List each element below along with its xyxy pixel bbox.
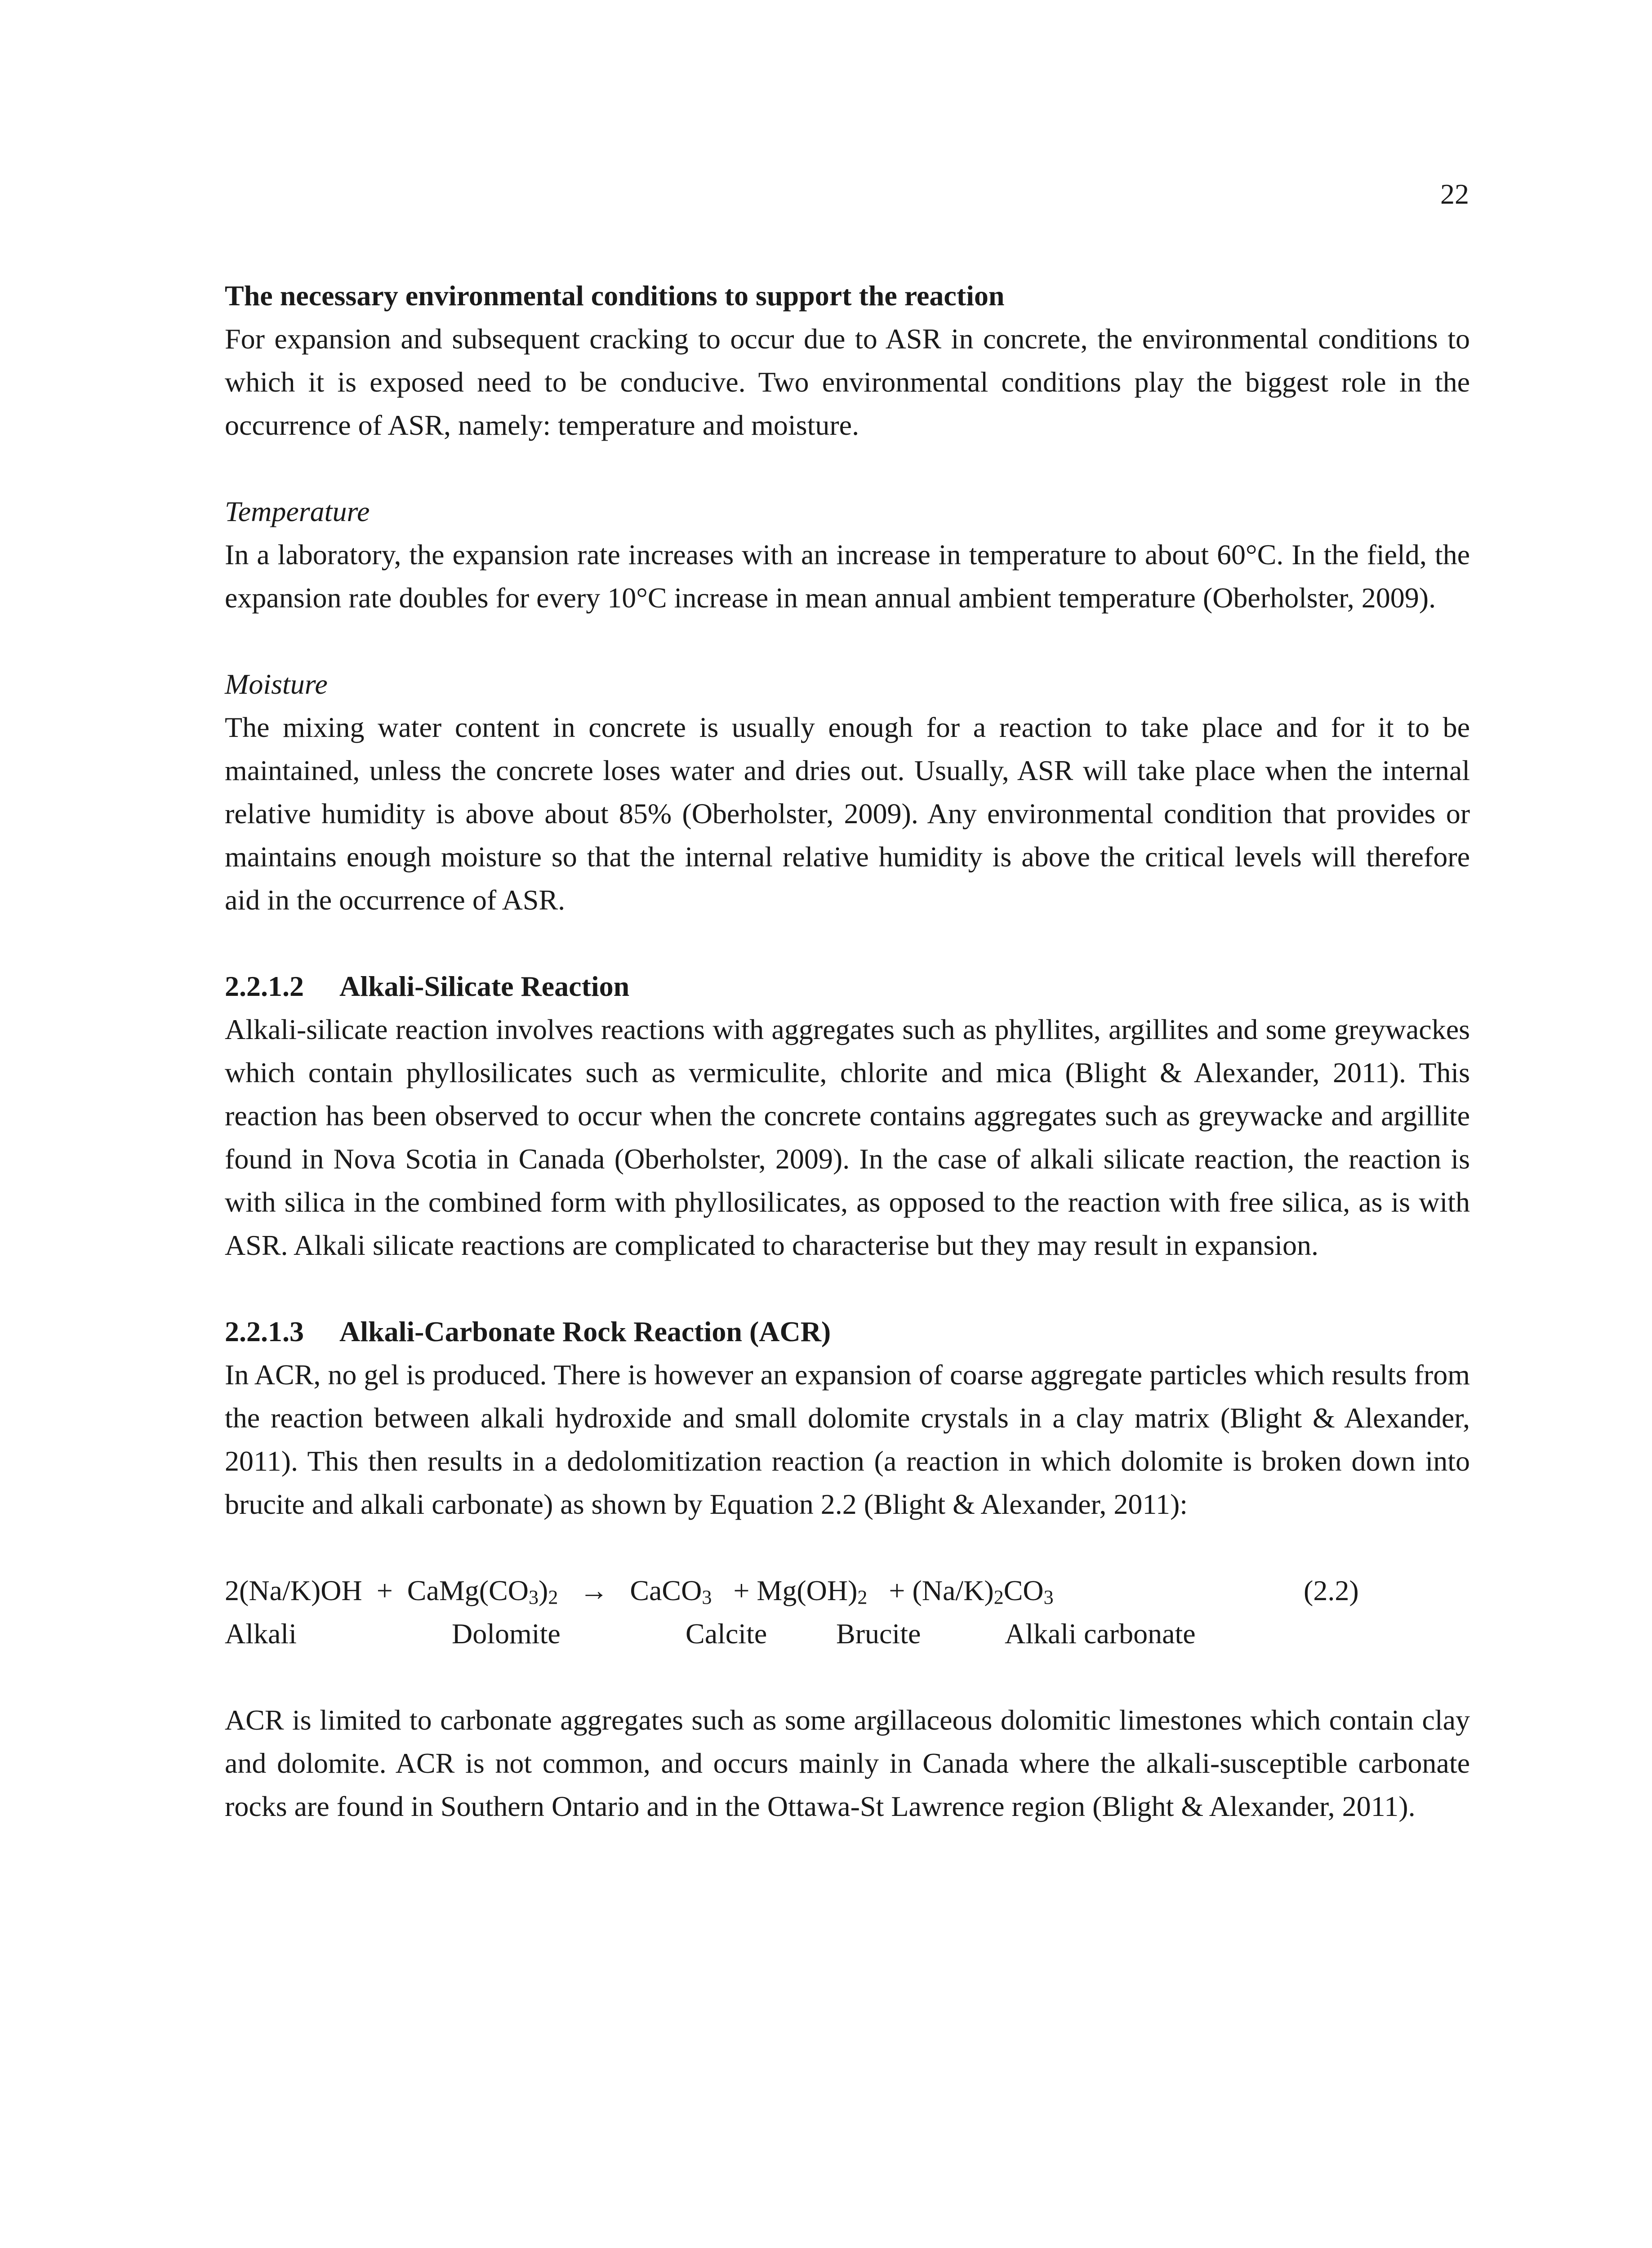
alkali-carbonate-heading: [225, 1310, 1470, 1353]
eq-label-alkali-carbonate: Alkali carbonate: [1005, 1618, 1196, 1650]
section-title: Alkali-Silicate Reaction: [339, 970, 630, 1002]
page-content: [225, 274, 1470, 1828]
section-title: Alkali-Carbonate Rock Reaction (ACR): [339, 1316, 831, 1347]
temperature-paragraph: In a laboratory, the expansion rate increases with an increase in temperature to about 60°C. In the field, the expansion rate doubles for every 10°C increase in mean annual ambient temperature (Oberholster, 2009).: [225, 539, 1470, 614]
moisture-subheading: Moisture: [225, 668, 328, 700]
eq-arrow: →: [579, 1574, 609, 1606]
eq-term-alkali-carbonate: $(Na/K)_2CO_3$: [912, 1574, 1054, 1608]
section-number: 2.2.1.3: [225, 1316, 304, 1347]
moisture-paragraph: The mixing water content in concrete is usually enough for a reaction to take place and for it to be maintained, unless the concrete loses water and dries out. Usually, ASR will take place when the internal relative humidity is above about 85% (Oberholster, 2009). Any environmental condition that provides or maintains enough moisture so that the internal relative humidity is above the critical levels will therefore aid in the occurrence of ASR.: [225, 711, 1470, 916]
temperature-subheading: Temperature: [225, 495, 370, 527]
eq-plus: +: [376, 1574, 393, 1606]
section-number: 2.2.1.2: [225, 970, 304, 1002]
env-conditions-paragraph: For expansion and subsequent cracking to occur due to ASR in concrete, the environmental conditions to which it is exposed need to be conducive. Two environmental conditions play the biggest role in the occurrence of ASR, namely: temperature and moisture.: [225, 323, 1470, 441]
eq-label-alkali: Alkali: [225, 1618, 297, 1650]
alkali-silicate-paragraph: Alkali-silicate reaction involves reactions with aggregates such as phyllites, argillites and some greywackes which contain phyllosilicates such as vermiculite, chlorite and mica (Blight & Alexander, 2011). This reaction has been observed to occur when the concrete contains aggregates such as greywacke and argillite found in Nova Scotia in Canada (Oberholster, 2009). In the case of alkali silicate reaction, the reaction is with silica in the combined form with phyllosilicates, as opposed to the reaction with free silica, as is with ASR. Alkali silicate reactions are complicated to characterise but they may result in expansion.: [225, 1013, 1470, 1261]
alkali-carbonate-paragraph: In ACR, no gel is produced. There is however an expansion of coarse aggregate particles which results from the reaction between alkali hydroxide and small dolomite crystals in a clay matrix (Blight & Alexander, 2011). This then results in a dedolomitization reaction (a reaction in which dolomite is broken down into brucite and alkali carbonate) as shown by Equation 2.2 (Blight & Alexander, 2011):: [225, 1359, 1470, 1520]
eq-term-calcite: CaCO$_3$: [630, 1574, 712, 1608]
eq-label-calcite: Calcite: [686, 1618, 767, 1650]
eq-label-brucite: Brucite: [836, 1618, 921, 1650]
eq-term-dolomite: $CaMg(CO_3)_2$: [407, 1574, 558, 1608]
eq-plus: +: [889, 1574, 905, 1606]
acr-limits-paragraph: ACR is limited to carbonate aggregates such as some argillaceous dolomitic limestones which contain clay and dolomite. ACR is not common, and occurs mainly in Canada where the alkali-susceptible carbonate rocks are found in Southern Ontario and in the Ottawa-St Lawrence region (Blight & Alexander, 2011).: [225, 1704, 1470, 1822]
alkali-silicate-heading: [225, 965, 1470, 1008]
page-number: 22: [1440, 178, 1469, 210]
eq-term-alkali: 2(Na/K)OH: [225, 1574, 362, 1606]
equation-2-2: [225, 1569, 1470, 1655]
eq-plus: +: [733, 1574, 750, 1606]
eq-term-brucite: $Mg(OH)_2$: [757, 1574, 868, 1608]
env-conditions-heading: The necessary environmental conditions to support the reaction: [225, 280, 1005, 312]
equation-expression: [225, 1569, 1054, 1612]
eq-label-dolomite: Dolomite: [452, 1618, 561, 1650]
equation-number: (2.2): [1304, 1574, 1359, 1606]
